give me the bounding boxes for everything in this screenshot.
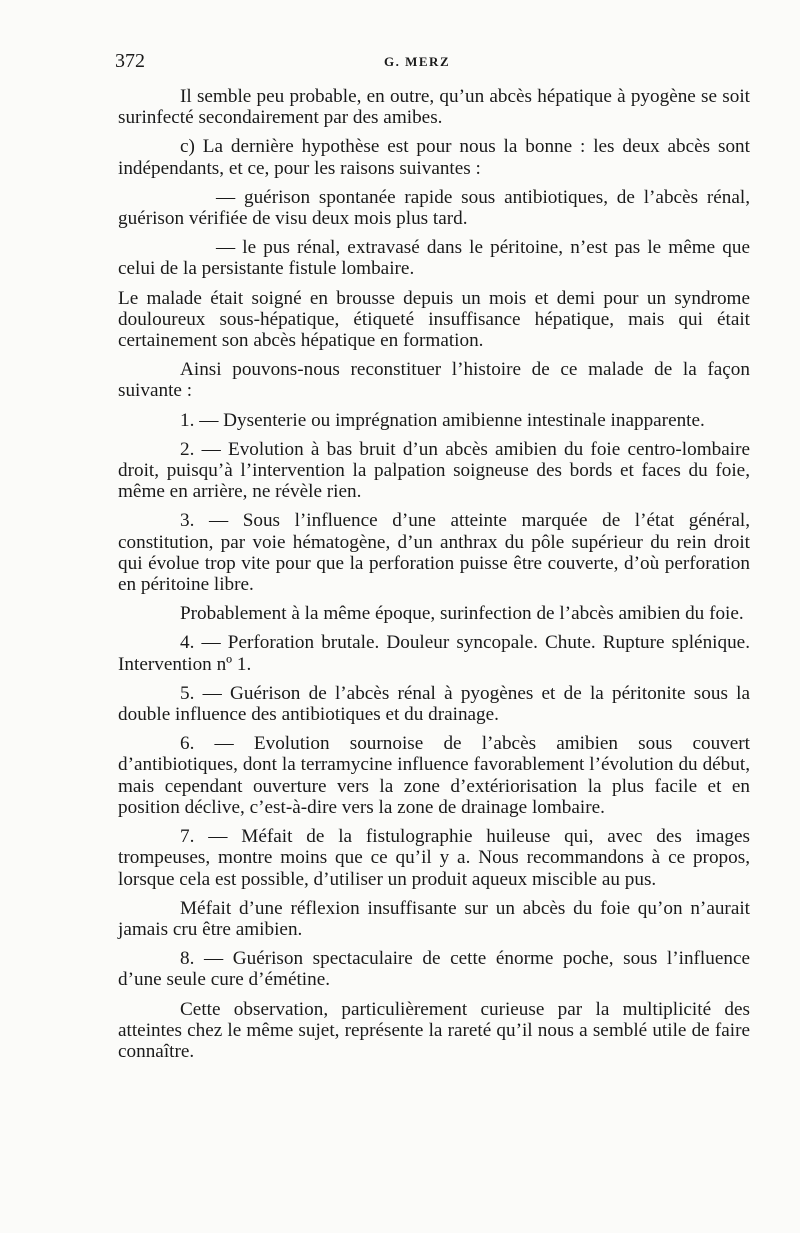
paragraph: 4. — Perforation brutale. Douleur syncopale. Chute. Rupture splénique. Intervention nº 1. xyxy=(118,632,750,675)
paragraph: 3. — Sous l’influence d’une atteinte marquée de l’état général, constitution, par voie hématogène, d’un anthrax du pôle supérieur du rein droit qui évolue trop vite pour que la perforation puisse être couverte, d’où perforation en péritoine libre. xyxy=(118,510,750,596)
paragraph: Cette observation, particulièrement curieuse par la multiplicité des atteintes chez le même sujet, représente la rareté qu’il nous a semblé utile de faire connaître. xyxy=(118,998,750,1062)
body-text xyxy=(118,86,750,1070)
paragraph: Méfait d’une réflexion insuffisante sur un abcès du foie qu’on n’aurait jamais cru être amibien. xyxy=(118,897,750,940)
paragraph: 2. — Evolution à bas bruit d’un abcès amibien du foie centro-lombaire droit, puisqu’à l’intervention la palpation soigneuse des bords et faces du foie, même en arrière, ne révèle rien. xyxy=(118,438,750,503)
running-head: G. MERZ xyxy=(384,54,451,69)
paragraph: — le pus rénal, extravasé dans le péritoine, n’est pas le même que celui de la persistante fistule lombaire. xyxy=(118,237,750,280)
paragraph: 1. — Dysenterie ou imprégnation amibienne intestinale inapparente. xyxy=(180,409,705,431)
page-number: 372 xyxy=(115,50,145,72)
page-header xyxy=(0,50,800,80)
paragraph: 8. — Guérison spectaculaire de cette énorme poche, sous l’influence d’une seule cure d’émétine. xyxy=(118,948,750,991)
paragraph: 6. — Evolution sournoise de l’abcès amibien sous couvert d’antibiotiques, dont la terramycine influence favorablement l’évolution du début, mais cependant ouverture vers la zone d’extériorisation la plus facile et en position déclive, c’est-à-dire vers la zone de drainage lombaire. xyxy=(118,733,750,818)
paragraph: Ainsi pouvons-nous reconstituer l’histoire de ce malade de la façon suivante : xyxy=(118,359,750,402)
paragraph: — guérison spontanée rapide sous antibiotiques, de l’abcès rénal, guérison vérifiée de visu deux mois plus tard. xyxy=(118,186,750,230)
paragraph: 7. — Méfait de la fistulographie huileuse qui, avec des images trompeuses, montre moins que ce qu’il y a. Nous recommandons à ce propos, lorsque cela est possible, d’utiliser un produit aqueux miscible au pus. xyxy=(118,826,750,890)
paragraph: Le malade était soigné en brousse depuis un mois et demi pour un syndrome douloureux sous-hépatique, étiqueté insuffisance hépatique, mais qui était certainement son abcès hépatique en formation. xyxy=(118,287,750,352)
paragraph: c) La dernière hypothèse est pour nous la bonne : les deux abcès sont indépendants, et ce, pour les raisons suivantes : xyxy=(118,136,750,179)
paragraph: 5. — Guérison de l’abcès rénal à pyogènes et de la péritonite sous la double influence des antibiotiques et du drainage. xyxy=(118,682,750,726)
paragraph: Il semble peu probable, en outre, qu’un abcès hépatique à pyogène se soit surinfecté secondairement par des amibes. xyxy=(118,86,750,129)
paragraph: Probablement à la même époque, surinfection de l’abcès amibien du foie. xyxy=(180,603,744,625)
